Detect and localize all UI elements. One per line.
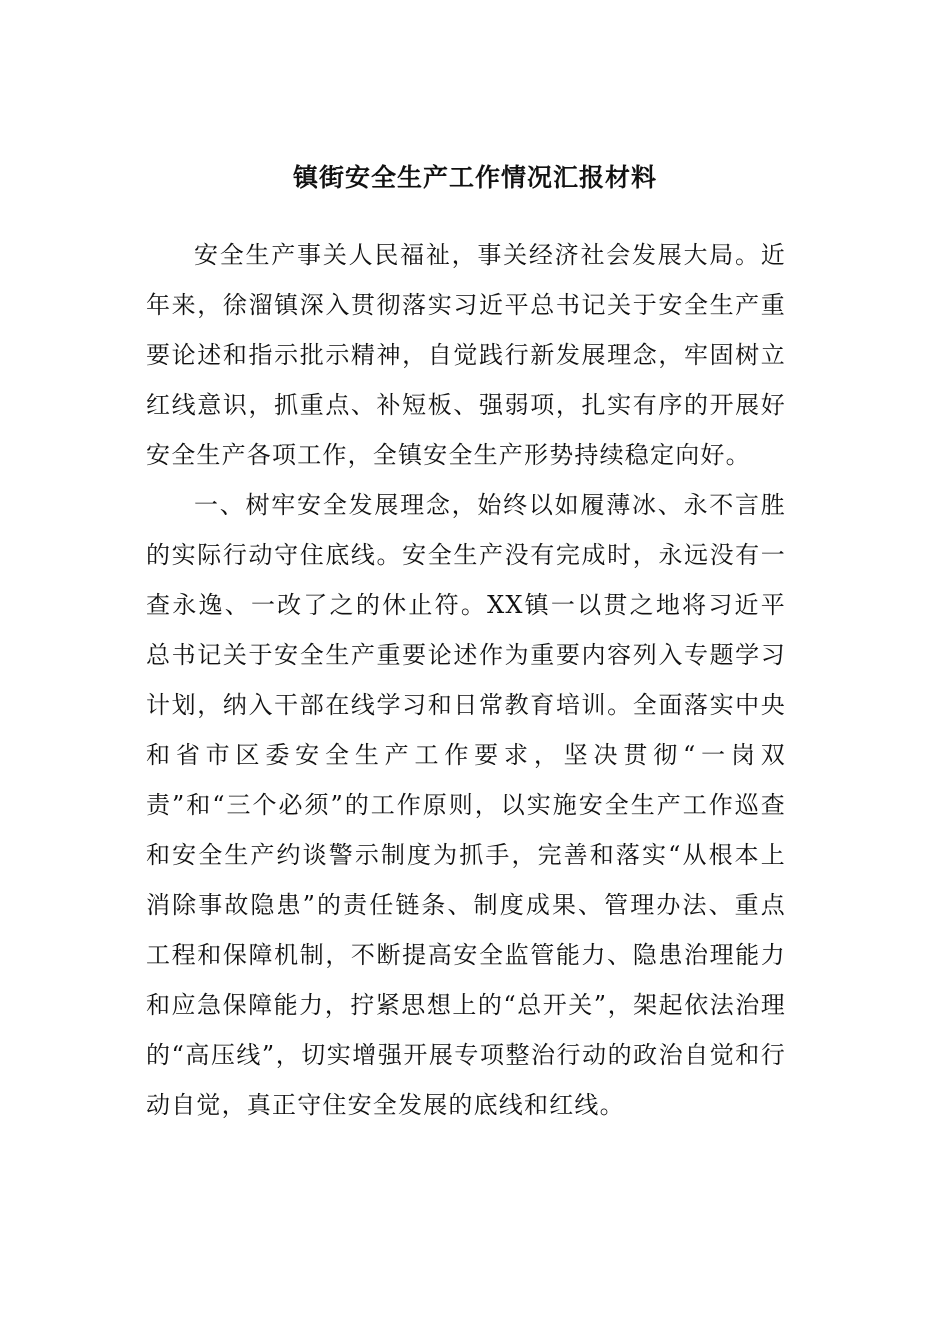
document-title: 镇街安全生产工作情况汇报材料 bbox=[292, 163, 657, 192]
intro-paragraph: 安全生产事关人民福祉，事关经济社会发展大局。近年来，徐溜镇深入贯彻落实习近平总书记关于安全生产重要论述和指示批示精神，自觉践行新发展理念，牢固树立红线意识，抓重点、补短板、强弱项，扎实有序的开展好安全生产各项工作，全镇安全生产形势持续稳定向好。 bbox=[146, 241, 786, 469]
section-one-paragraph: 一、树牢安全发展理念，始终以如履薄冰、永不言胜的实际行动守住底线。安全生产没有完成时，永远没有一查永逸、一改了之的休止符。XX镇一以贯之地将习近平总书记关于安全生产重要论述作为重要内容列入专题学习计划，纳入干部在线学习和日常教育培训。全面落实中央和省市区委安全生产工作要求，坚决贯彻“一岗双责”和“三个必须”的工作原则，以实施安全生产工作巡查和安全生产约谈警示制度为抓手，完善和落实“从根本上消除事故隐患”的责任链条、制度成果、管理办法、重点工程和保障机制，不断提高安全监管能力、隐患治理能力和应急保障能力，拧紧思想上的“总开关”，架起依法治理的“高压线”，切实增强开展专项整治行动的政治自觉和行动自觉，真正守住安全发展的底线和红线。 bbox=[146, 491, 786, 1119]
document-body bbox=[146, 230, 786, 1130]
